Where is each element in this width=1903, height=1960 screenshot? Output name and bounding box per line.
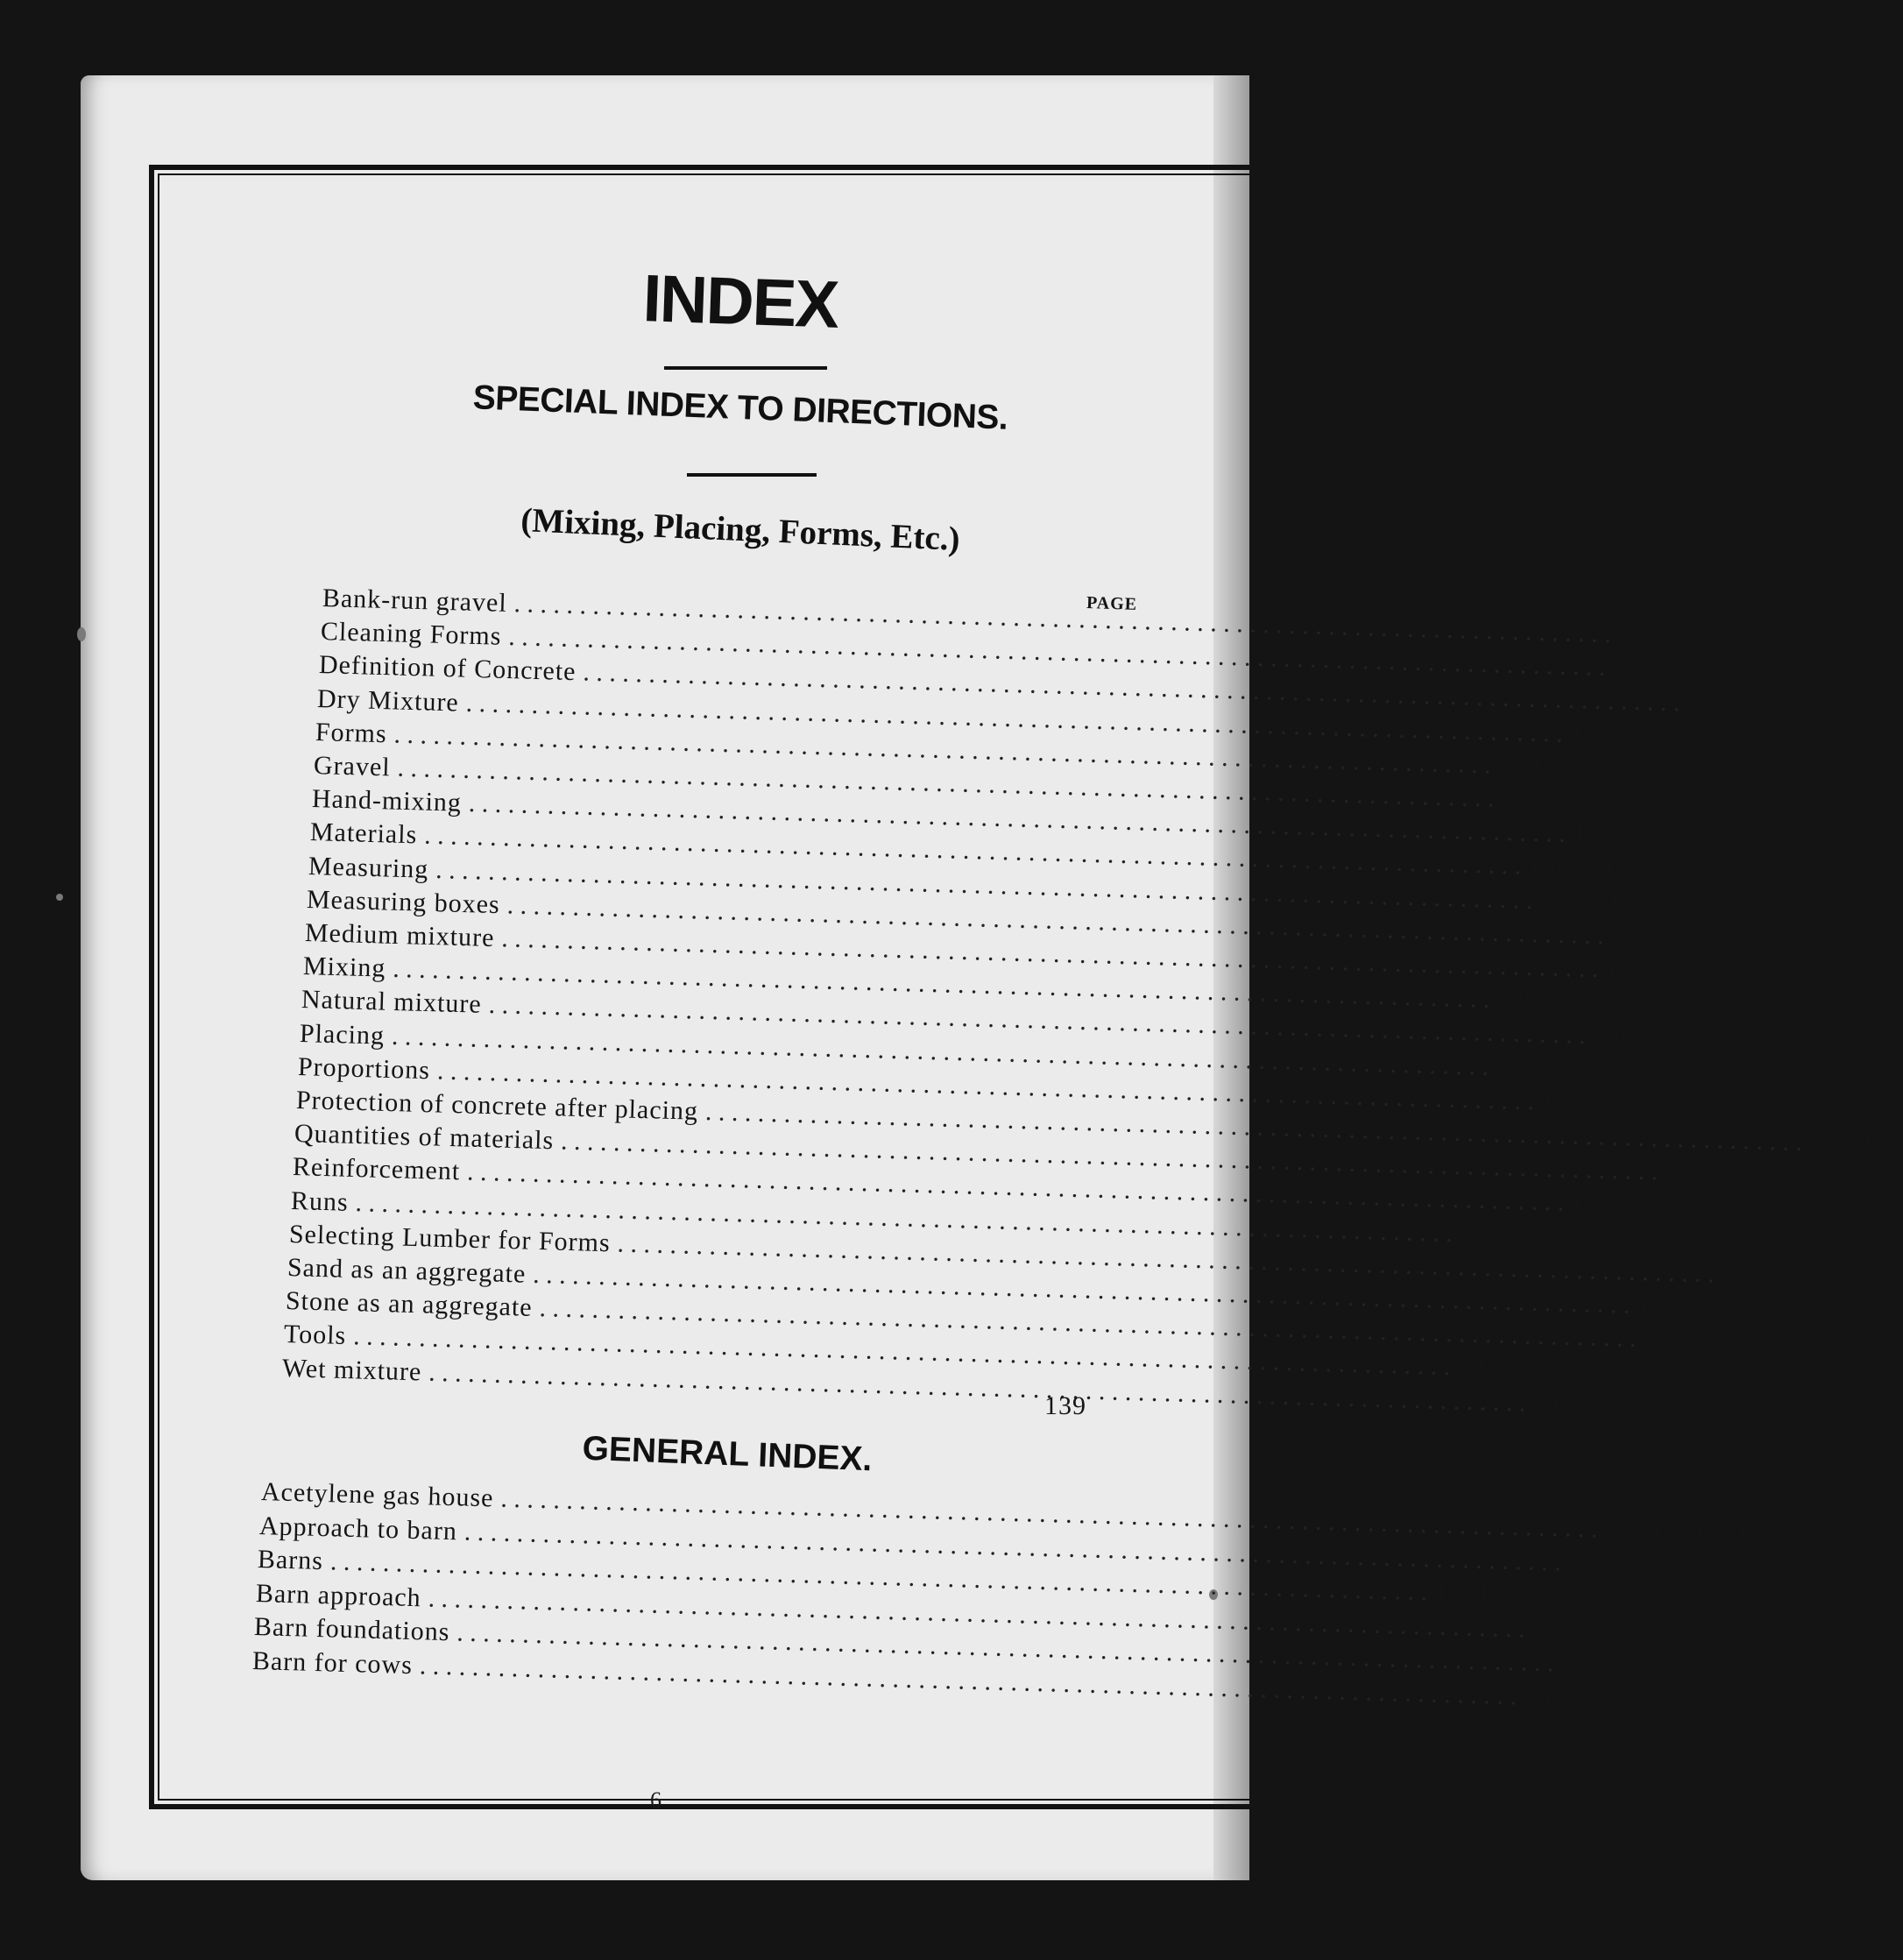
index-entry: Quantities of materials — [294, 1119, 555, 1156]
index-entry: Runs — [290, 1185, 350, 1217]
index-page-ref: 40, 41, 42, 43 — [1604, 1514, 1762, 1548]
special-index-trailing-page: 139 — [1044, 1391, 1086, 1420]
index-page-ref: 152 — [1664, 1157, 1708, 1188]
index-page-ref: 143 — [1532, 1388, 1575, 1419]
index-page-ref: 48-51 — [1522, 1681, 1589, 1713]
index-page-ref: 136 — [1570, 1188, 1614, 1219]
index-entry: Stone as an aggregate — [285, 1286, 534, 1323]
index-entry: Reinforcement — [292, 1152, 461, 1186]
index-page-ref: 16, 17; 26, 27; 48-51; 72, 73 — [1433, 1577, 1760, 1616]
index-page-ref: 70, 71 — [1567, 1547, 1640, 1579]
index-entry: Materials — [309, 817, 418, 850]
index-page-ref: 136-139 — [1610, 921, 1706, 953]
index-page-ref: 152 — [1540, 1086, 1584, 1117]
index-page-ref: 155-157 — [1501, 783, 1596, 816]
index-entry: Gravel — [313, 751, 392, 782]
index-page-ref: 139 — [1611, 653, 1655, 683]
general-index-heading: GENERAL INDEX. — [581, 1429, 874, 1479]
index-entry: Approach to barn — [258, 1511, 458, 1546]
index-entry: Bank-run gravel — [322, 584, 508, 618]
index-page-ref: 156 — [1636, 1291, 1680, 1321]
dust-speck — [77, 627, 86, 641]
dust-speck — [56, 894, 63, 901]
index-entry: Placing — [299, 1018, 386, 1051]
index-page-ref: 140 — [1643, 1324, 1687, 1355]
index-entry: Protection of concrete after placing — [295, 1086, 699, 1126]
index-entry: Barn for cows — [251, 1645, 413, 1680]
page-number: 6 — [650, 1787, 661, 1813]
index-entry: Measuring boxes — [306, 884, 501, 919]
index-page-ref: 12-17; 26, 27 — [1560, 1648, 1714, 1682]
index-entry: Wet mixture — [281, 1353, 422, 1387]
index-page-ref: 153, 154 — [1459, 1218, 1560, 1250]
index-page-ref: 137, 138 — [1604, 954, 1705, 987]
index-page-ref: 70, 71 — [1531, 1614, 1603, 1645]
index-entry: Dry Mixture — [316, 683, 460, 718]
index-page-ref: 157 — [1687, 689, 1730, 719]
index-entry: Medium mixture — [304, 918, 495, 953]
index-entry: Forms — [315, 717, 388, 749]
index-page-ref: 139 — [1497, 750, 1541, 781]
index-page-ref: 140-143 — [1539, 885, 1634, 917]
index-page-ref: 145 — [1721, 1259, 1765, 1290]
index-entry: Sand as an aggregate — [287, 1253, 527, 1289]
index-page-ref: 143 — [1456, 1352, 1500, 1383]
index-entry: Barn approach — [255, 1578, 421, 1612]
page-title: INDEX — [641, 261, 839, 343]
index-entry: Hand-mixing — [311, 784, 463, 817]
index-page-ref: 139 — [1495, 1051, 1539, 1083]
index-entry: Proportions — [297, 1051, 431, 1086]
index-page-ref: 136-139 — [1808, 1128, 1903, 1160]
index-entry: Cleaning Forms — [320, 617, 502, 651]
index-entry: Natural mixture — [301, 985, 483, 1020]
index-entry: Definition of Concrete — [318, 650, 577, 687]
index-entry: Mixing — [302, 952, 386, 983]
index-entry: Measuring — [308, 851, 429, 884]
index-content — [158, 173, 1903, 1801]
page-column-heading: PAGE — [1086, 592, 1138, 615]
index-page-ref: 148-150 — [1527, 852, 1623, 884]
special-index-heading: SPECIAL INDEX TO DIRECTIONS. — [471, 379, 1009, 437]
index-entry: Barns — [257, 1545, 324, 1576]
index-page-ref: 146-150 — [1592, 1021, 1687, 1053]
index-entry: Acetylene gas house — [260, 1477, 494, 1513]
index-entry: Tools — [283, 1320, 347, 1351]
special-index-subheading: (Mixing, Placing, Forms, Etc.) — [520, 501, 961, 558]
index-entry: Barn foundations — [253, 1612, 450, 1647]
index-page-ref: 139; 143 — [1572, 819, 1673, 852]
index-page-ref: 136 — [1569, 718, 1613, 749]
index-page-ref: 139 — [1496, 985, 1539, 1015]
index-entry: Selecting Lumber for Forms — [288, 1219, 612, 1258]
